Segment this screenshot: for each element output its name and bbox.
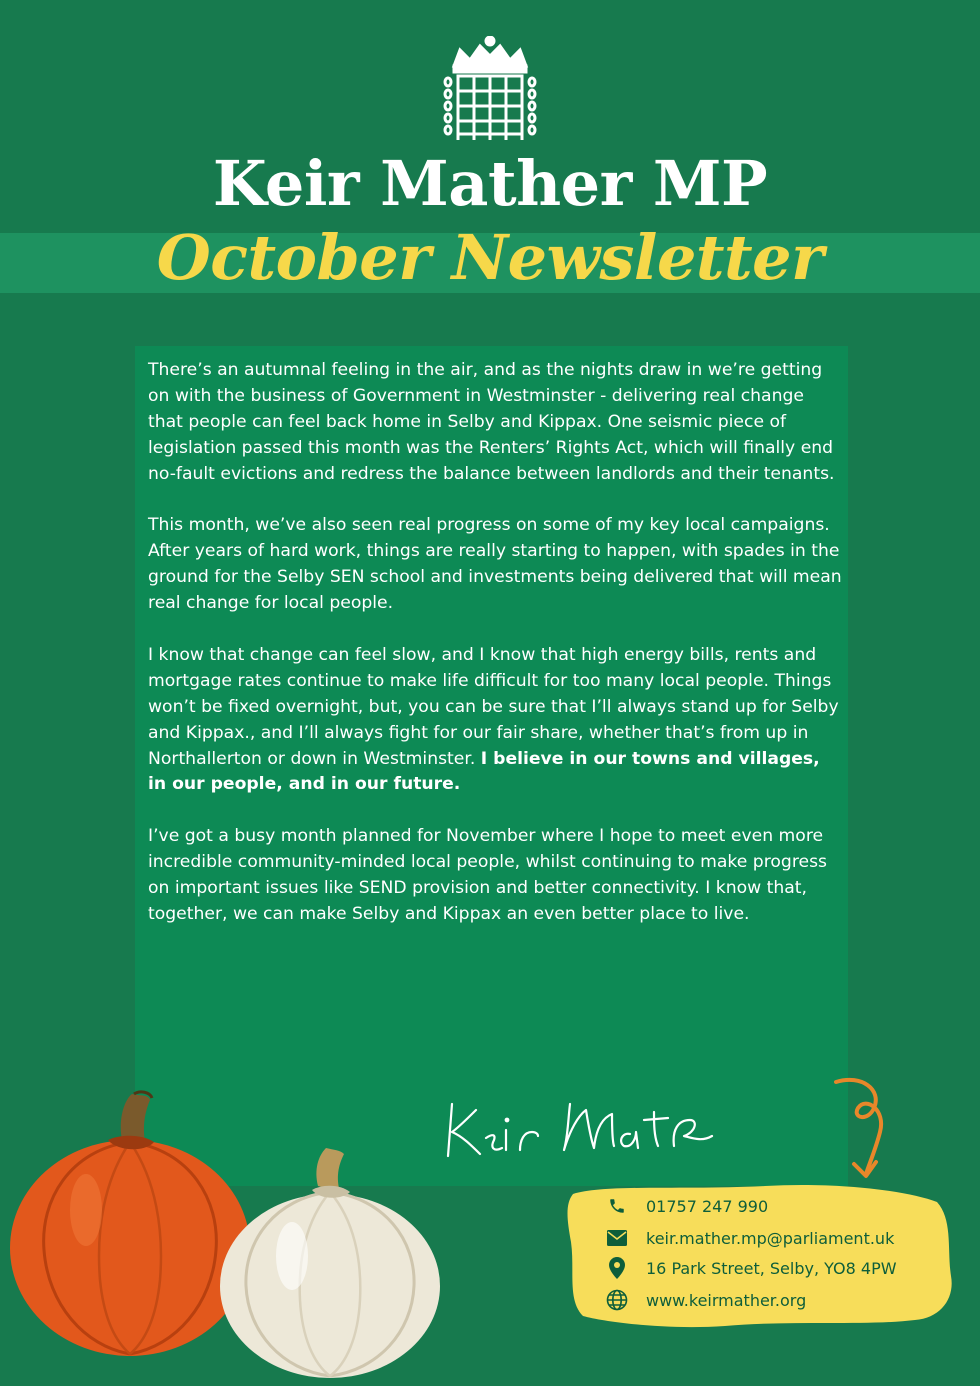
contact-email[interactable]	[604, 1224, 894, 1252]
curly-arrow-icon	[822, 1074, 902, 1184]
contact-website-text: www.keirmather.org	[646, 1290, 807, 1310]
newsletter-title: Keir Mather MP	[212, 147, 768, 220]
letter-body	[148, 358, 843, 954]
letter-paragraph-3-bold: I believe in our towns and villages, in our people, and in our future.	[148, 748, 820, 795]
pumpkins-illustration	[0, 1080, 460, 1386]
letter-paragraph-3-text: I know that change can feel slow, and I know that high energy bills, rents and mortgage rates continue to make life difficult for too many local people. Things won’t be fixed overnight, but, you can be sure that I’ll always stand up for Selby and Kippax., and I’ll always fight for our fair share, whether that’s from up in Northallerton or down in Westminster.	[148, 644, 839, 769]
letter-paragraph-1: There’s an autumnal feeling in the air, and as the nights draw in we’re getting on with the business of Government in Westminster - delivering real change that people can feel back home in Selby and Kippax. One seismic piece of legislation passed this month was the Renters’ Rights Act, which will finally end no-fault evictions and redress the balance between landlords and their tenants.	[148, 360, 835, 484]
contact-address-text: 16 Park Street, Selby, YO8 4PW	[646, 1258, 897, 1278]
phone-icon	[604, 1195, 630, 1217]
newsletter-subtitle: October Newsletter	[156, 221, 824, 294]
envelope-icon	[604, 1227, 630, 1249]
letter-paragraph-4: I’ve got a busy month planned for November where I hope to meet even more incredible community-minded local people, whilst continuing to make progress on important issues like SEND provision and better connectivity. I know that, together, we can make Selby and Kippax an even better place to live.	[148, 826, 828, 924]
orange-pumpkin	[10, 1092, 250, 1356]
globe-icon	[604, 1289, 630, 1311]
map-pin-icon	[604, 1257, 630, 1279]
white-pumpkin	[220, 1148, 440, 1378]
signature	[440, 1090, 720, 1170]
contact-phone-text: 01757 247 990	[646, 1196, 769, 1216]
contact-phone[interactable]	[604, 1192, 768, 1220]
letter-paragraph-3	[148, 643, 843, 798]
contact-email-text: keir.mather.mp@parliament.uk	[646, 1228, 895, 1248]
letter-paragraph-2: This month, we’ve also seen real progress on some of my key local campaigns. After years of hard work, things are really starting to happen, with spades in the ground for the Selby SEN school and investments being delivered that will mean real change for local people.	[148, 515, 842, 614]
contact-website[interactable]	[604, 1286, 806, 1314]
portcullis-icon	[440, 36, 540, 146]
contact-address	[604, 1254, 897, 1282]
